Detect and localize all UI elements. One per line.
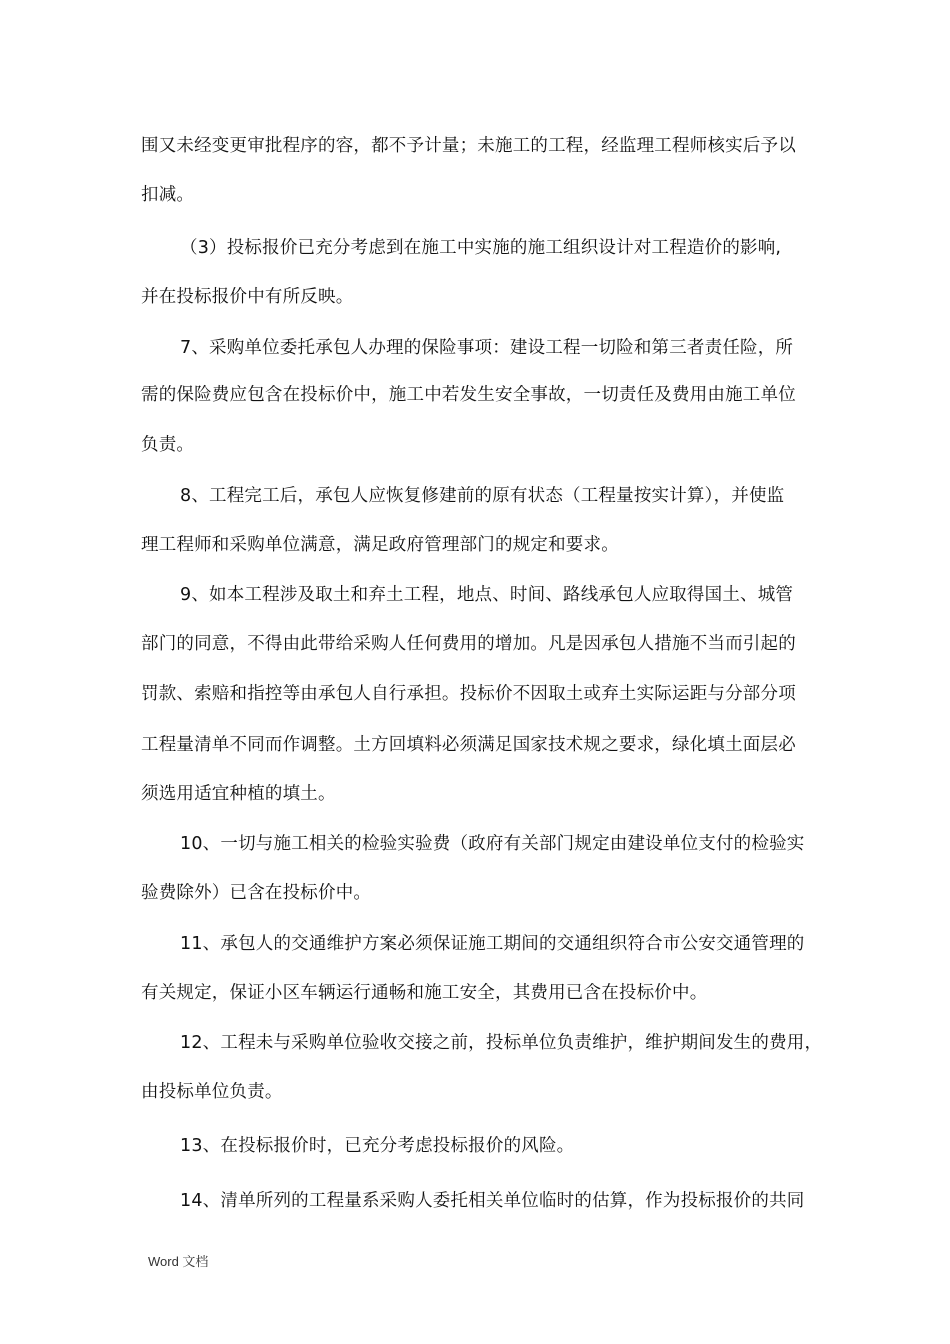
paragraph-line: 14、清单所列的工程量系采购人委托相关单位临时的估算，作为投标报价的共同 bbox=[180, 1191, 805, 1211]
paragraph-line: 9、如本工程涉及取土和弃土工程，地点、时间、路线承包人应取得国土、城管 bbox=[180, 585, 794, 605]
page-footer: Word 文档 bbox=[148, 1254, 209, 1269]
paragraph-line: 理工程师和采购单位满意，满足政府管理部门的规定和要求。 bbox=[141, 535, 619, 555]
paragraph-line: 11、承包人的交通维护方案必须保证施工期间的交通组织符合市公安交通管理的 bbox=[180, 934, 805, 954]
paragraph-line: 验费除外）已含在投标价中。 bbox=[141, 883, 372, 903]
paragraph-line: 8、工程完工后，承包人应恢复修建前的原有状态（工程量按实计算），并使监 bbox=[180, 486, 785, 506]
paragraph-line: 有关规定，保证小区车辆运行通畅和施工安全，其费用已含在投标价中。 bbox=[141, 983, 708, 1003]
paragraph-line: 12、工程未与采购单位验收交接之前，投标单位负责维护，维护期间发生的费用， bbox=[180, 1033, 823, 1053]
paragraph-line: 部门的同意，不得由此带给采购人任何费用的增加。凡是因承包人措施不当而引起的 bbox=[141, 634, 796, 654]
paragraph-line: 工程量清单不同而作调整。土方回填料必须满足国家技术规之要求，绿化填土面层必 bbox=[141, 735, 796, 755]
paragraph-line: 需的保险费应包含在投标价中，施工中若发生安全事故，一切责任及费用由施工单位 bbox=[141, 385, 796, 405]
paragraph-line: 13、在投标报价时，已充分考虑投标报价的风险。 bbox=[180, 1136, 575, 1156]
paragraph-line: 并在投标报价中有所反映。 bbox=[141, 287, 354, 307]
paragraph-line: 10、一切与施工相关的检验实验费（政府有关部门规定由建设单位支付的检验实 bbox=[180, 834, 805, 854]
paragraph-line: （3）投标报价已充分考虑到在施工中实施的施工组织设计对工程造价的影响, bbox=[180, 238, 782, 258]
paragraph-line: 罚款、索赔和指控等由承包人自行承担。投标价不因取土或弃土实际运距与分部分项 bbox=[141, 684, 796, 704]
paragraph-line: 扣减。 bbox=[141, 185, 195, 205]
paragraph-line: 围又未经变更审批程序的容，都不予计量；未施工的工程，经监理工程师核实后予以 bbox=[141, 136, 796, 156]
paragraph-line: 须选用适宜种植的填土。 bbox=[141, 784, 336, 804]
paragraph-line: 7、采购单位委托承包人办理的保险事项：建设工程一切险和第三者责任险，所 bbox=[180, 338, 794, 358]
paragraph-line: 负责。 bbox=[141, 435, 195, 455]
paragraph-line: 由投标单位负责。 bbox=[141, 1082, 283, 1102]
